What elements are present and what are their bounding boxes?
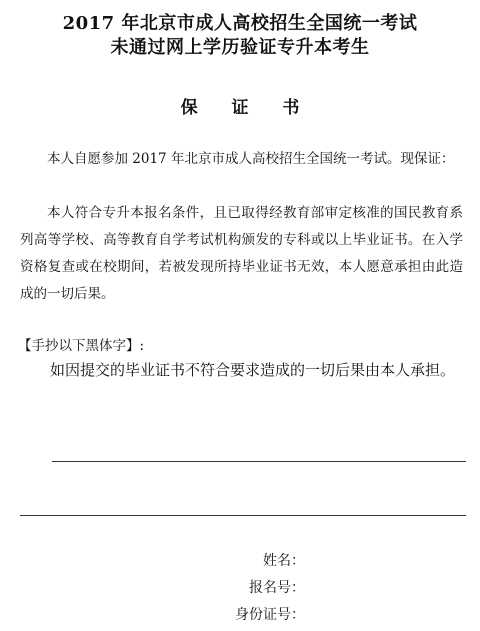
handwriting-line-1[interactable] (52, 461, 466, 462)
paragraph-intro: 本人自愿参加 2017 年北京市成人高校招生全国统一考试。现保证： (47, 151, 455, 167)
registration-number-label: 报名号： (249, 580, 305, 596)
handwrite-text: 如因提交的毕业证书不符合要求造成的一切后果由本人承担。 (50, 361, 456, 379)
title-line-2: 未通过网上学历验证专升本考生 (110, 37, 370, 58)
document-title (0, 12, 480, 60)
copy-instruction: 【手抄以下黑体字】: (18, 338, 145, 354)
handwriting-line-2[interactable] (20, 515, 466, 516)
guarantee-heading: 保 证 书 (180, 98, 314, 118)
name-field-label: 姓名： (263, 553, 305, 569)
id-number-label: 身份证号： (235, 607, 305, 623)
paragraph-conditions: 本人符合专升本报名条件，且已取得经教育部审定核准的国民教育系列高等学校、高等教育自学考试机构颁发的专科或以上毕业证书。在入学资格复查或在校期间，若被发现所持毕业证书无效，本人愿意承担由此造成的一切后果。 (20, 205, 463, 302)
title-line-1: 2017 年北京市成人高校招生全国统一考试 (62, 13, 418, 34)
